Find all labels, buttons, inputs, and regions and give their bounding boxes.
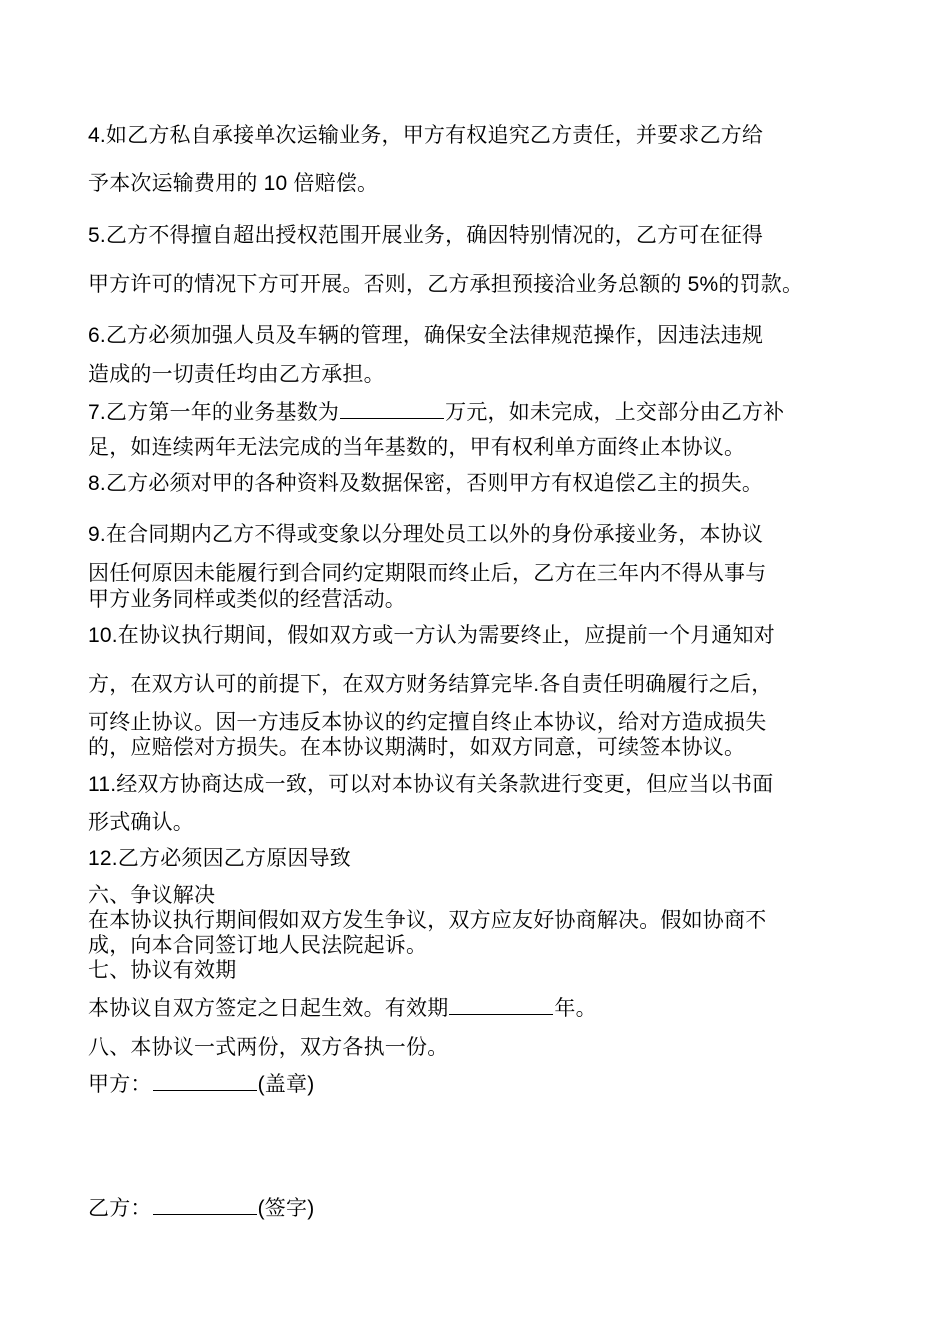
party-a-signature-line <box>88 1070 314 1098</box>
party-b-signature-line <box>88 1194 314 1222</box>
clause-4-line-2: 予本次运输费用的 10 倍赔偿。 <box>88 172 379 195</box>
party-b-sign-note: (签字) <box>257 1197 315 1220</box>
party-a-blank[interactable] <box>153 1070 257 1091</box>
clause-10-line-3: 可终止协议。因一方违反本协议的约定擅自终止本协议，给对方造成损失 <box>88 711 767 734</box>
clause-6-line-2: 造成的一切责任均由乙方承担。 <box>88 363 385 386</box>
clause-12-line-1: 12.乙方必须因乙方原因导致 <box>88 847 351 870</box>
clause-6-line-1: 6.乙方必须加强人员及车辆的管理，确保安全法律规范操作，因违法违规 <box>88 324 764 347</box>
clause-10-line-2: 方，在双方认可的前提下，在双方财务结算完毕.各自责任明确履行之后， <box>88 673 773 696</box>
section-6-line-1: 在本协议执行期间假如双方发生争议，双方应友好协商解决。假如协商不 <box>88 909 767 932</box>
clause-5-line-2: 甲方许可的情况下方可开展。否则，乙方承担预接洽业务总额的 5%的罚款。 <box>88 273 804 296</box>
clause-9-line-2: 因任何原因未能履行到合同约定期限而终止后，乙方在三年内不得从事与 <box>88 562 767 585</box>
validity-period-blank[interactable] <box>449 994 553 1015</box>
section-7-text-before: 本协议自双方签定之日起生效。有效期 <box>88 997 449 1020</box>
clause-7-line-2: 足，如连续两年无法完成的当年基数的，甲有权利单方面终止本协议。 <box>88 436 746 459</box>
clause-11-line-1: 11.经双方协商达成一致，可以对本协议有关条款进行变更，但应当以书面 <box>88 773 774 796</box>
clause-9-line-1: 9.在合同期内乙方不得或变象以分理处员工以外的身份承接业务，本协议 <box>88 523 764 546</box>
clause-10-line-1: 10.在协议执行期间，假如双方或一方认为需要终止，应提前一个月通知对 <box>88 624 775 647</box>
section-7-line-1 <box>88 994 597 1022</box>
amount-blank[interactable] <box>340 398 444 419</box>
clause-7-text-before: 7.乙方第一年的业务基数为 <box>88 401 340 424</box>
clause-8-line-1: 8.乙方必须对甲的各种资料及数据保密，否则甲方有权追偿乙主的损失。 <box>88 472 764 495</box>
clause-7-text-after: 万元，如未完成，上交部分由乙方补 <box>445 401 785 424</box>
section-8-heading: 八、本协议一式两份，双方各执一份。 <box>88 1036 449 1059</box>
clause-9-line-3: 甲方业务同样或类似的经营活动。 <box>88 588 406 611</box>
clause-4-line-1: 4.如乙方私自承接单次运输业务，甲方有权追究乙方责任，并要求乙方给 <box>88 124 764 147</box>
party-b-blank[interactable] <box>153 1194 257 1215</box>
section-6-line-2: 成，向本合同签订地人民法院起诉。 <box>88 934 428 957</box>
clause-7-line-1 <box>88 398 784 426</box>
section-7-heading: 七、协议有效期 <box>88 959 237 982</box>
party-a-seal-note: (盖章) <box>257 1073 315 1096</box>
clause-5-line-1: 5.乙方不得擅自超出授权范围开展业务，确因特别情况的，乙方可在征得 <box>88 224 764 247</box>
section-7-text-after: 年。 <box>554 997 597 1020</box>
clause-10-line-4: 的，应赔偿对方损失。在本协议期满时，如双方同意，可续签本协议。 <box>88 736 746 759</box>
clause-11-line-2: 形式确认。 <box>88 811 194 834</box>
party-b-label: 乙方： <box>88 1197 152 1220</box>
party-a-label: 甲方： <box>88 1073 152 1096</box>
section-6-heading: 六、争议解决 <box>88 884 216 907</box>
